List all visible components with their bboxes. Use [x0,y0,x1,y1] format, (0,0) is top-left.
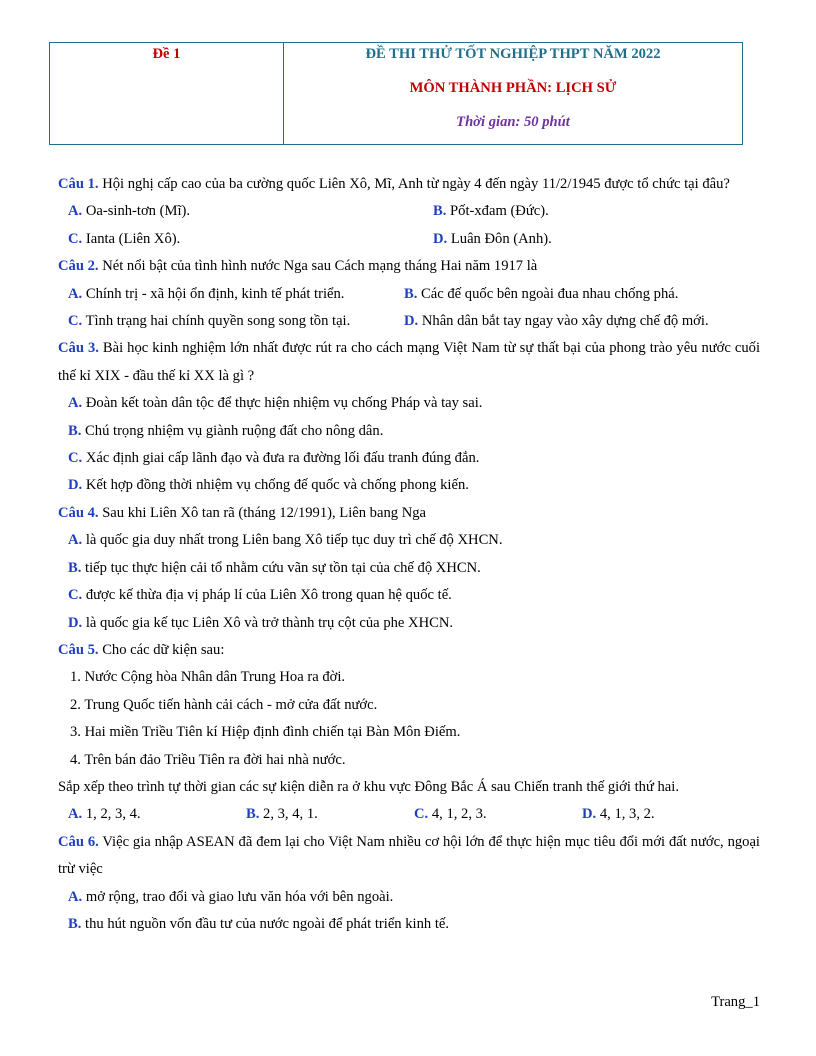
option-label: D. [404,313,419,330]
option-text: 1, 2, 3, 4. [82,806,141,823]
option-d [394,308,709,335]
option-label: B. [68,915,82,932]
question-text: Việc gia nhập ASEAN đã đem lại cho Việt Nam nhiều cơ hội lớn để thực hiện mục tiêu đổi mới đất nước, ngoại trừ việc [58,833,760,878]
question-number: Câu 5. [58,641,99,658]
event-item: 3. Hai miền Triều Tiên kí Hiệp định đình chiến tại Bàn Môn Điếm. [70,724,461,741]
option-label: B. [68,559,82,576]
option-c [58,445,760,472]
option-label: A. [68,203,83,220]
option-label: D. [433,230,448,247]
option-d [58,472,760,499]
question-text: Cho các dữ kiện sau: [98,641,225,658]
question-number: Câu 6. [58,833,99,850]
option-b [236,801,404,828]
option-c [58,308,394,335]
option-text: là quốc gia duy nhất trong Liên bang Xô tiếp tục duy trì chế độ XHCN. [82,532,503,549]
option-text: 2, 3, 4, 1. [259,806,318,823]
option-text: Luân Đôn (Anh). [447,230,552,247]
option-text: Pốt-xđam (Đức). [446,203,549,220]
questions-content [58,171,760,938]
question-5 [58,637,760,664]
option-b [58,911,760,938]
option-text: 4, 1, 2, 3. [428,806,487,823]
question-6 [58,829,760,884]
question-text: Sau khi Liên Xô tan rã (tháng 12/1991), Liên bang Nga [98,504,427,521]
question-number: Câu 3. [58,340,99,357]
option-label: B. [68,422,82,439]
option-a [58,527,760,554]
option-text: Các đế quốc bên ngoài đua nhau chống phá. [417,285,679,302]
exam-header-table [49,42,743,145]
question-4 [58,500,760,527]
option-text: Tình trạng hai chính quyền song song tồn tại. [82,313,351,330]
page-number: Trang_1 [711,994,760,1010]
question-prompt: Sắp xếp theo trình tự thời gian các sự kiện diễn ra ở khu vực Đông Bắc Á sau Chiến tranh thế giới thứ hai. [58,778,679,795]
option-b [394,281,678,308]
question-3 [58,335,760,390]
question-number: Câu 2. [58,258,99,275]
option-text: được kế thừa địa vị pháp lí của Liên Xô trong quan hệ quốc tế. [82,587,452,604]
option-text: Kết hợp đồng thời nhiệm vụ chống đế quốc và chống phong kiến. [82,477,469,494]
option-label: C. [68,450,83,467]
event-item: 4. Trên bán đảo Triều Tiên ra đời hai nhà nước. [70,751,346,768]
question-text: Bài học kinh nghiệm lớn nhất được rút ra cho cách mạng Việt Nam từ sự thất bại của phong trào yêu nước cuối thế kỉ XIX - đầu thế kỉ XX là gì ? [58,340,760,384]
option-label: D. [68,477,83,494]
option-c [58,582,760,609]
option-c [404,801,572,828]
option-a [58,801,236,828]
option-a [58,281,394,308]
option-label: D. [582,806,597,823]
option-text: Nhân dân bắt tay ngay vào xây dựng chế độ mới. [418,313,709,330]
option-a [58,390,760,417]
option-label: A. [68,285,83,302]
option-label: B. [433,203,447,220]
exam-title: ĐỀ THI THỬ TỐT NGHIỆP THPT NĂM 2022 [365,46,661,62]
option-a [58,198,423,225]
option-text: Chính trị - xã hội ổn định, kinh tế phát triển. [82,285,345,302]
options-row [58,308,760,335]
option-label: D. [68,614,83,631]
option-text: 4, 1, 3, 2. [596,806,655,823]
option-d [572,801,655,828]
exam-code-cell [50,43,284,144]
option-text: Oa-sinh-tơn (Mĩ). [82,203,191,220]
option-b [58,555,760,582]
option-label: A. [68,532,83,549]
question-text: Nét nổi bật của tình hình nước Nga sau Cách mạng tháng Hai năm 1917 là [98,258,538,275]
question-number: Câu 4. [58,504,99,521]
option-text: thu hút nguồn vốn đầu tư của nước ngoài để phát triển kinh tế. [81,915,450,932]
option-label: B. [404,285,418,302]
option-b [58,418,760,445]
option-text: Chú trọng nhiệm vụ giành ruộng đất cho nông dân. [81,422,384,439]
question-text: Hội nghị cấp cao của ba cường quốc Liên Xô, Mĩ, Anh từ ngày 4 đến ngày 11/2/1945 được tổ chức tại đâu? [98,176,730,192]
exam-time: Thời gian: 50 phút [456,114,570,130]
option-d [423,226,552,253]
options-row [58,198,760,225]
question-number: Câu 1. [58,176,99,192]
option-label: C. [414,806,429,823]
exam-subject: MÔN THÀNH PHẦN: LỊCH SỬ [409,80,617,96]
option-text: là quốc gia kế tục Liên Xô và trở thành trụ cột của phe XHCN. [82,614,454,631]
option-text: mở rộng, trao đổi và giao lưu văn hóa với bên ngoài. [82,888,394,905]
option-text: tiếp tục thực hiện cải tổ nhằm cứu vãn sự tồn tại của chế độ XHCN. [81,559,481,576]
options-row [58,226,760,253]
option-text: Xác định giai cấp lãnh đạo và đưa ra đường lối đấu tranh đúng đắn. [82,450,480,467]
option-label: A. [68,888,83,905]
option-label: C. [68,313,83,330]
option-label: A. [68,806,83,823]
question-1 [58,171,760,198]
options-row [58,281,760,308]
option-a [58,884,760,911]
exam-code: Đề 1 [152,46,181,62]
option-label: C. [68,230,83,247]
option-d [58,610,760,637]
event-item: 2. Trung Quốc tiến hành cải cách - mở cửa đất nước. [70,696,378,713]
option-text: Ianta (Liên Xô). [82,230,181,247]
option-label: C. [68,587,83,604]
event-item: 1. Nước Cộng hòa Nhân dân Trung Hoa ra đời. [70,669,346,686]
option-b [423,198,549,225]
options-row [58,801,760,828]
question-2 [58,253,760,280]
option-c [58,226,423,253]
option-label: A. [68,395,83,412]
exam-info-cell [284,43,742,144]
option-text: Đoàn kết toàn dân tộc để thực hiện nhiệm vụ chống Pháp và tay sai. [82,395,483,412]
option-label: B. [246,806,260,823]
